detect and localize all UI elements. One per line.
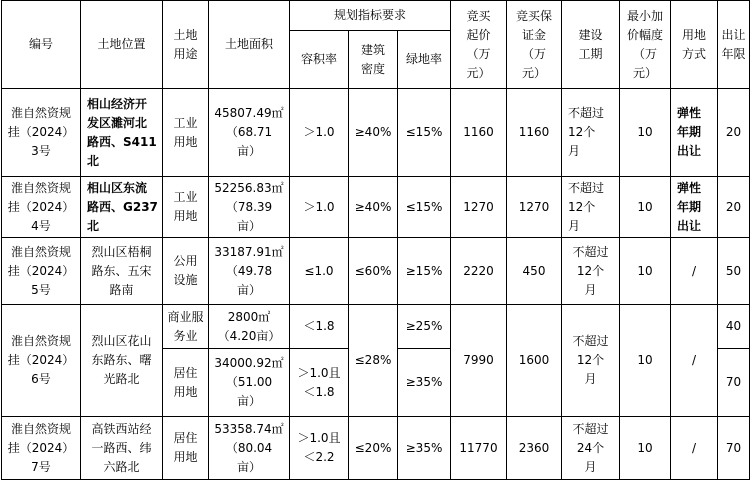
- cell-green: ≥35%: [398, 349, 451, 417]
- cell-start-price: 1270: [451, 177, 507, 238]
- table-row: [2, 305, 750, 349]
- cell-use: 商业服 务业: [163, 305, 209, 349]
- cell-code: 淮自然资规 挂（2024） 7号: [2, 417, 81, 480]
- header-green: 绿地率: [398, 31, 451, 89]
- cell-start-price: 2220: [451, 238, 507, 305]
- land-auction-table: [1, 0, 750, 480]
- cell-start-price: 1160: [451, 89, 507, 177]
- cell-far: ＞1.0: [290, 177, 349, 238]
- cell-deposit: 1600: [507, 305, 562, 417]
- cell-method: 弹性 年期 出让: [671, 89, 718, 177]
- cell-period: 不超过 12个 月: [562, 238, 620, 305]
- cell-method: /: [671, 305, 718, 417]
- cell-code: 淮自然资规 挂（2024） 3号: [2, 89, 81, 177]
- cell-years: 20: [718, 89, 750, 177]
- cell-density: ≤60%: [349, 238, 398, 305]
- header-density: 建筑 密度: [349, 31, 398, 89]
- cell-method: /: [671, 238, 718, 305]
- header-start-price: 竞买 起价 （万 元）: [451, 1, 507, 89]
- cell-far: ＞1.0且 ＜2.2: [290, 417, 349, 480]
- cell-use: 居住 用地: [163, 417, 209, 480]
- cell-years: 50: [718, 238, 750, 305]
- cell-location: 高铁西站经 一路西、纬 六路北: [81, 417, 163, 480]
- cell-location: 烈山区花山 东路东、曙 光路北: [81, 305, 163, 417]
- cell-start-price: 7990: [451, 305, 507, 417]
- cell-increment: 10: [620, 238, 671, 305]
- cell-years: 20: [718, 177, 750, 238]
- cell-use: 居住 用地: [163, 349, 209, 417]
- cell-years: 70: [718, 349, 750, 417]
- cell-code: 淮自然资规 挂（2024） 4号: [2, 177, 81, 238]
- header-planning: 规划指标要求: [290, 1, 451, 31]
- cell-code: 淮自然资规 挂（2024） 6号: [2, 305, 81, 417]
- cell-deposit: 2360: [507, 417, 562, 480]
- cell-green: ≤15%: [398, 89, 451, 177]
- cell-period: 不超过 24个 月: [562, 417, 620, 480]
- cell-deposit: 1270: [507, 177, 562, 238]
- cell-use: 工业 用地: [163, 89, 209, 177]
- cell-method: /: [671, 417, 718, 480]
- cell-location: 烈山区梧桐 路东、五宋 路南: [81, 238, 163, 305]
- cell-use: 公用 设施: [163, 238, 209, 305]
- header-period: 建设 工期: [562, 1, 620, 89]
- cell-deposit: 1160: [507, 89, 562, 177]
- cell-period: 不超过 12个 月: [562, 89, 620, 177]
- cell-start-price: 11770: [451, 417, 507, 480]
- cell-area: 45807.49㎡ （68.71 亩）: [209, 89, 290, 177]
- header-far: 容积率: [290, 31, 349, 89]
- cell-area: 52256.83㎡ （78.39 亩）: [209, 177, 290, 238]
- header-method: 用地 方式: [671, 1, 718, 89]
- cell-far: ＜1.8: [290, 305, 349, 349]
- cell-density: ≤28%: [349, 305, 398, 417]
- cell-use: 工业 用地: [163, 177, 209, 238]
- cell-far: ＞1.0: [290, 89, 349, 177]
- cell-density: ≥40%: [349, 89, 398, 177]
- cell-area: 34000.92㎡ （51.00 亩）: [209, 349, 290, 417]
- cell-code: 淮自然资规 挂（2024） 5号: [2, 238, 81, 305]
- cell-area: 53358.74㎡ （80.04 亩）: [209, 417, 290, 480]
- cell-increment: 10: [620, 89, 671, 177]
- cell-period: 不超过 12个 月: [562, 305, 620, 417]
- cell-density: ≤20%: [349, 417, 398, 480]
- cell-green: ≥25%: [398, 305, 451, 349]
- cell-area: 2800㎡ （4.20亩）: [209, 305, 290, 349]
- table-row: [2, 177, 750, 238]
- table-row: [2, 89, 750, 177]
- cell-green: ≤15%: [398, 177, 451, 238]
- cell-years: 70: [718, 417, 750, 480]
- header-years: 出让 年限: [718, 1, 750, 89]
- cell-increment: 10: [620, 417, 671, 480]
- cell-location: 相山区东流 路西、G237 北: [81, 177, 163, 238]
- header-location: 土地位置: [81, 1, 163, 89]
- table-row: [2, 238, 750, 305]
- table-row: [2, 417, 750, 480]
- cell-period: 不超过 12个 月: [562, 177, 620, 238]
- cell-far: ≤1.0: [290, 238, 349, 305]
- cell-deposit: 450: [507, 238, 562, 305]
- cell-density: ≥40%: [349, 177, 398, 238]
- cell-green: ≥35%: [398, 417, 451, 480]
- cell-increment: 10: [620, 177, 671, 238]
- cell-method: 弹性 年期 出让: [671, 177, 718, 238]
- header-increment: 最小加 价幅度 （万 元）: [620, 1, 671, 89]
- cell-increment: 10: [620, 305, 671, 417]
- header-deposit: 竞买保 证金 （万 元）: [507, 1, 562, 89]
- header-use: 土地 用途: [163, 1, 209, 89]
- cell-area: 33187.91㎡ （49.78 亩）: [209, 238, 290, 305]
- cell-far: ＞1.0且 ＜1.8: [290, 349, 349, 417]
- cell-years: 40: [718, 305, 750, 349]
- header-area: 土地面积: [209, 1, 290, 89]
- cell-green: ≥15%: [398, 238, 451, 305]
- cell-location: 相山经济开 发区濉河北 路西、S411 北: [81, 89, 163, 177]
- header-code: 编号: [2, 1, 81, 89]
- header-row: [2, 1, 750, 31]
